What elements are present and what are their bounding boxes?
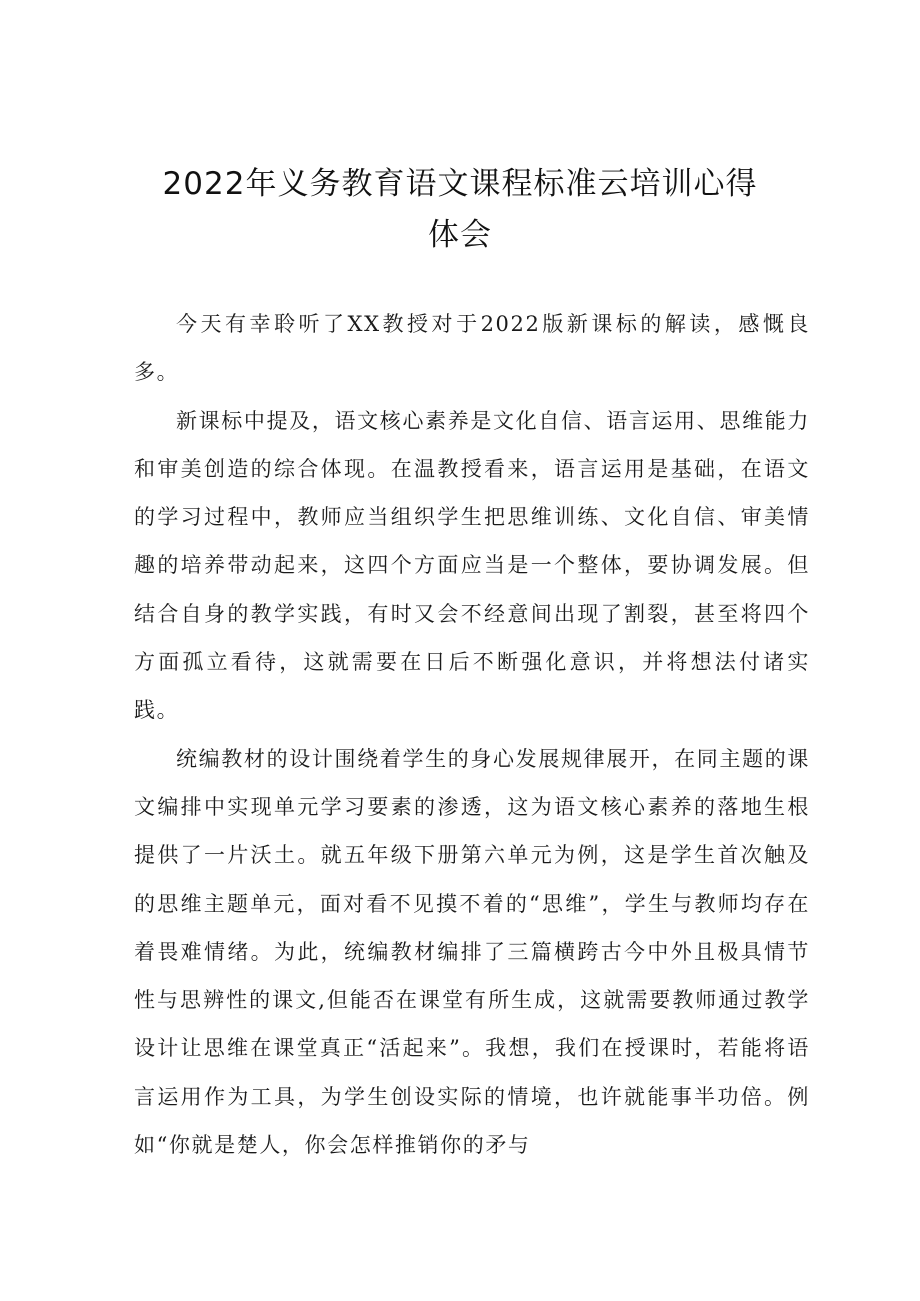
paragraph: 统编教材的设计围绕着学生的身心发展规律展开，在同主题的课文编排中实现单元学习要素的渗透，这为语文核心素养的落地生根提供了一片沃土。就五年级下册第六单元为例，这是学生首次触及的思维主题单元，面对看不见摸不着的“思维”，学生与教师均存在着畏难情绪。为此，统编教材编排了三篇横跨古今中外且极具情节性与思辨性的课文,但能否在课堂有所生成，这就需要教师通过教学设计让思维在课堂真正“活起来”。我想，我们在授课时，若能将语言运用作为工具，为学生创设实际的情境，也许就能事半功倍。例如“你就是楚人，你会怎样推销你的矛与: [134, 746, 810, 1158]
document-title-line-1: 2022年义务教育语文课程标准云培训心得: [162, 166, 758, 202]
paragraph: 新课标中提及，语文核心素养是文化自信、语言运用、思维能力和审美创造的综合体现。在温教授看来，语言运用是基础，在语文的学习过程中，教师应当组织学生把思维训练、文化自信、审美情趣的培养带动起来，这四个方面应当是一个整体，要协调发展。但结合自身的教学实践，有时又会不经意间出现了割裂，甚至将四个方面孤立看待，这就需要在日后不断强化意识，并将想法付诸实践。: [134, 408, 810, 723]
document-body: [134, 300, 810, 1169]
paragraph: 今天有幸聆听了XX教授对于2022版新课标的解读，感慨良多。: [134, 312, 810, 385]
document-title-line-2: 体会: [428, 217, 492, 253]
